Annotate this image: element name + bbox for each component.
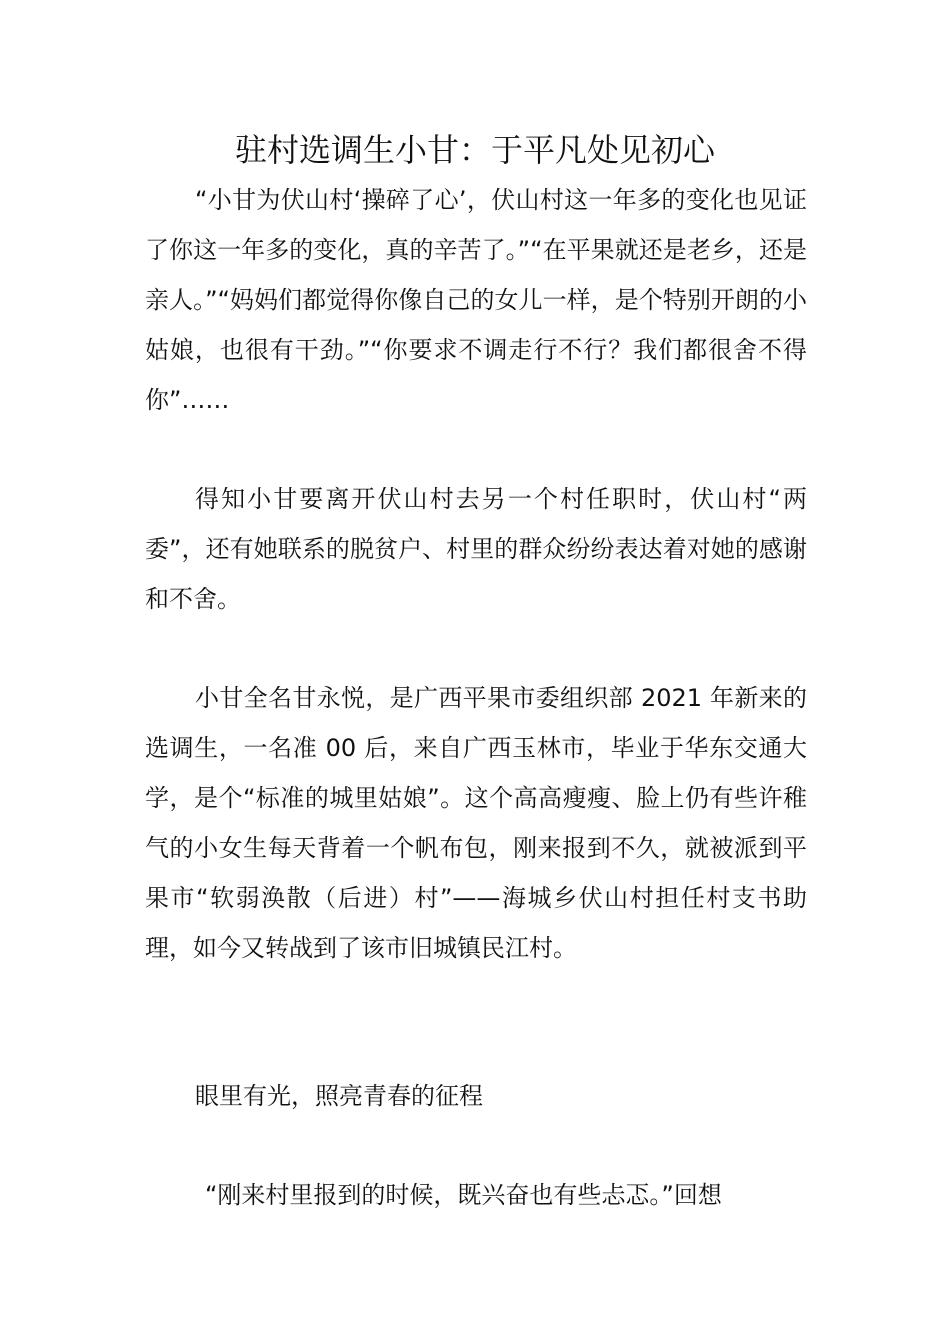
paragraph-quotes: “小甘为伏山村‘操碎了心’，伏山村这一年多的变化也见证了你这一年多的变化，真的辛苦了。”“在平果就还是老乡，还是亲人。”“妈妈们都觉得你像自己的女儿一样，是个特别开朗的小姑娘，也很有干劲。”“你要求不调走行不行？我们都很舍不得你”…… [145,186,807,414]
paragraph-recollection: “刚来村里报到的时候，既兴奋也有些忐忑。”回想 [205,1181,722,1209]
section-heading: 眼里有光，照亮青春的征程 [195,1082,483,1110]
paragraph-farewell: 得知小甘要离开伏山村去另一个村任职时，伏山村“两委”，还有她联系的脱贫户、村里的群众纷纷表达着对她的感谢和不舍。 [145,485,807,613]
paragraph-introduction: 小甘全名甘永悦，是广西平果市委组织部 2021 年新来的选调生，一名准 00 后，来自广西玉林市，毕业于华东交通大学，是个“标准的城里姑娘”。这个高高瘦瘦、脸上仍有些许稚气的小女生每天背着一个帆布包，刚来报到不久，就被派到平果市“软弱涣散（后进）村”——海城乡伏山村担任村支书助理，如今又转战到了该市旧城镇民江村。 [145,684,807,962]
article-title: 驻村选调生小甘：于平凡处见初心 [234,131,715,169]
